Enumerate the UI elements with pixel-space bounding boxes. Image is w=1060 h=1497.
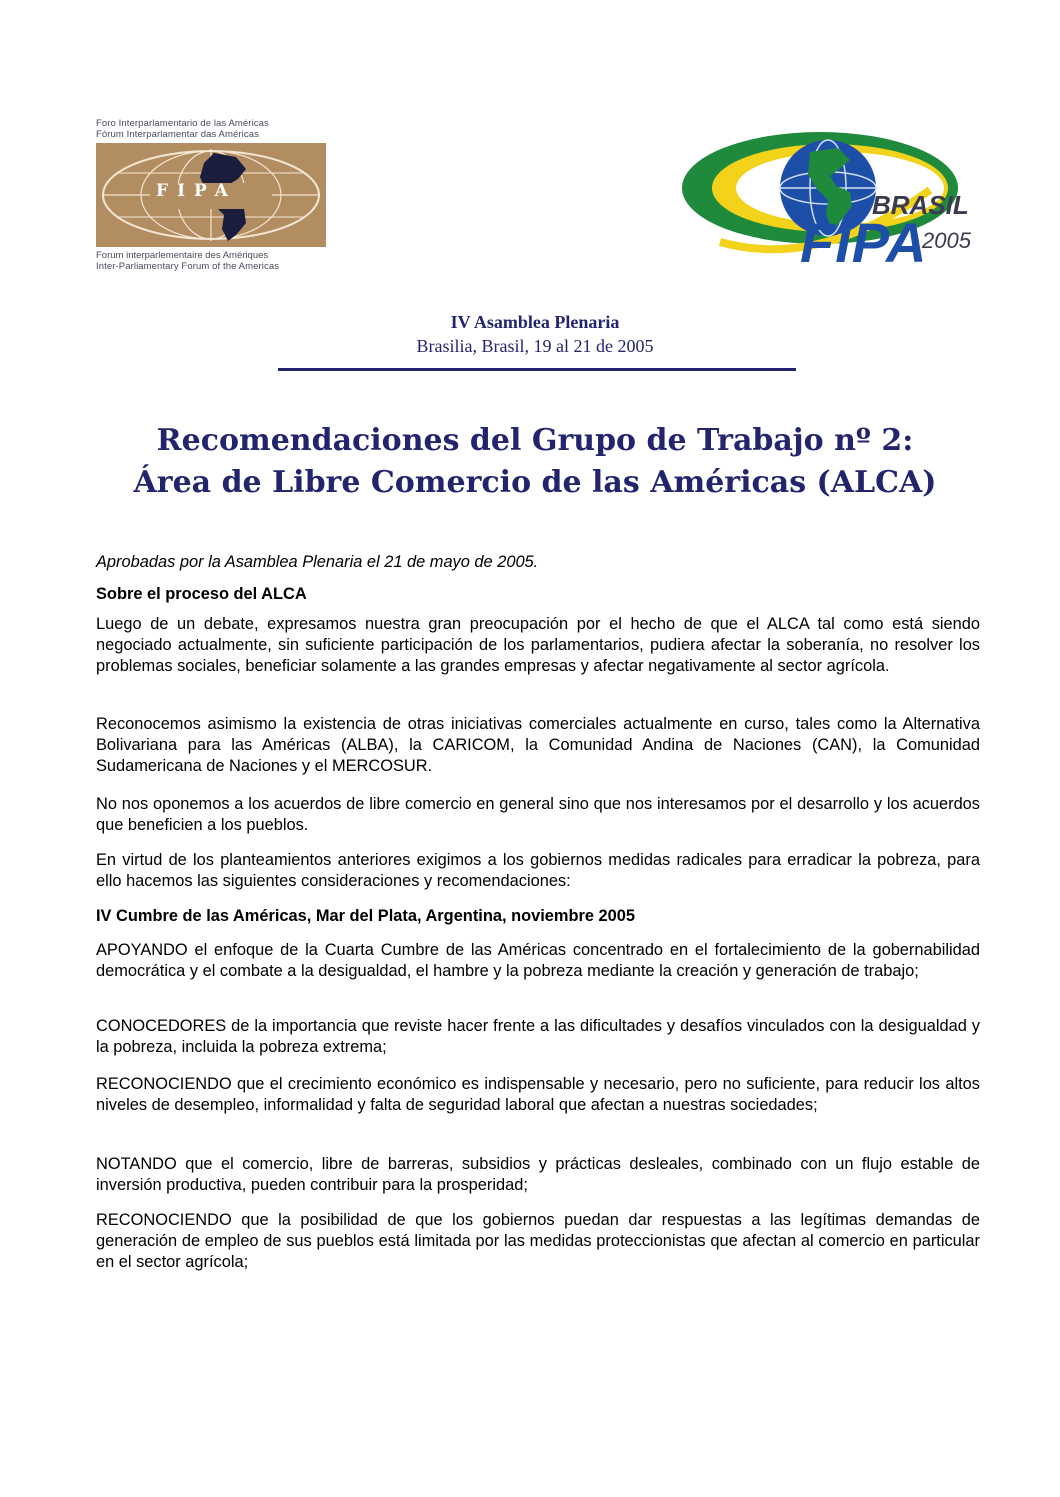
paragraph-text: No nos oponemos a los acuerdos de libre comercio en general sino que nos interesamos por el desarrollo y los acuerdos que beneficien a los pueblos. <box>96 795 980 834</box>
section2-heading: IV Cumbre de las Américas, Mar del Plata, Argentina, noviembre 2005 <box>96 907 635 925</box>
logo-right-brasil: BRASIL <box>872 190 969 220</box>
paragraph-text: CONOCEDORES de la importancia que reviste hacer frente a las dificultades y desafíos vinculados con la desigualdad y la pobreza, incluida la pobreza extrema; <box>96 1017 980 1056</box>
paragraph-text: Reconocemos asimismo la existencia de otras iniciativas comerciales actualmente en curso, tales como la Alternativa Bolivariana para las Américas (ALBA), la CARICOM, la Comunidad Andina de Naciones (CAN), la Comunidad Sudamericana de Naciones y el MERCOSUR. <box>96 715 980 775</box>
paragraph <box>96 1210 980 1273</box>
paragraph <box>96 850 980 892</box>
logo-right-year: 2005 <box>922 228 971 253</box>
paragraph <box>96 714 980 777</box>
fipa-logo-left <box>96 118 341 278</box>
paragraph-text: Luego de un debate, expresamos nuestra gran preocupación por el hecho de que el ALCA tal como está siendo negociado actualmente, sin suficiente participación de los parlamentarios, pudiera afectar la soberanía, no resolver los problemas sociales, beneficiar solamente a las grandes empresas y afectar negativamente al sector agrícola. <box>96 615 980 675</box>
logo-left-line3: Forum interparlementaire des Amériques <box>96 250 269 261</box>
logo-left-line4: Inter-Parliamentary Forum of the Americas <box>96 261 280 272</box>
paragraph-text: RECONOCIENDO que la posibilidad de que los gobiernos puedan dar respuestas a las legítimas demandas de generación de empleo de sus pueblos está limitada por las medidas proteccionistas que afectan al comercio en particular en el sector agrícola; <box>96 1211 980 1271</box>
heading-divider <box>278 368 796 371</box>
paragraph <box>96 614 980 677</box>
fipa-brasil-logo <box>680 130 980 274</box>
document-title-line2: Área de Libre Comercio de las Américas (ALCA) <box>133 465 937 500</box>
approval-text: Aprobadas por la Asamblea Plenaria el 21 de mayo de 2005. <box>96 553 539 571</box>
logo-left-emblem <box>96 143 326 247</box>
logo-left-line2: Fórum Interparlamentar das Américas <box>96 129 259 140</box>
approval-note <box>96 552 980 573</box>
paragraph-text: NOTANDO que el comercio, libre de barreras, subsidios y prácticas desleales, combinado con un flujo estable de inversión productiva, pueden contribuir para la prosperidad; <box>96 1155 980 1194</box>
assembly-title: IV Asamblea Plenaria <box>450 312 620 332</box>
paragraph <box>96 1016 980 1058</box>
paragraph <box>96 1154 980 1196</box>
paragraph-text: APOYANDO el enfoque de la Cuarta Cumbre de las Américas concentrado en el fortalecimiento de la gobernabilidad democrática y el combate a la desigualdad, el hambre y la pobreza mediante la creación y generación de trabajo; <box>96 941 980 980</box>
assembly-subtitle: Brasilia, Brasil, 19 al 21 de 2005 <box>416 336 654 356</box>
document-title-line1: Recomendaciones del Grupo de Trabajo nº 2: <box>156 423 914 458</box>
paragraph <box>96 1074 980 1116</box>
paragraph-text: En virtud de los planteamientos anteriores exigimos a los gobiernos medidas radicales para erradicar la pobreza, para ello hacemos las siguientes consideraciones y recomendaciones: <box>96 851 980 890</box>
logo-left-line1: Foro Interparlamentario de las Américas <box>96 118 269 129</box>
section1-heading: Sobre el proceso del ALCA <box>96 585 307 603</box>
section-heading-alca <box>96 584 980 605</box>
paragraph-text: RECONOCIENDO que el crecimiento económico es indispensable y necesario, pero no suficiente, para reducir los altos niveles de desempleo, informalidad y falta de seguridad laboral que afectan a nuestras sociedades; <box>96 1075 980 1114</box>
section-heading-cumbre <box>96 906 980 927</box>
logo-left-wordmark: FIPA <box>156 181 237 201</box>
logo-right-fipa: FIPA <box>800 211 928 274</box>
paragraph <box>96 940 980 982</box>
paragraph <box>96 794 980 836</box>
